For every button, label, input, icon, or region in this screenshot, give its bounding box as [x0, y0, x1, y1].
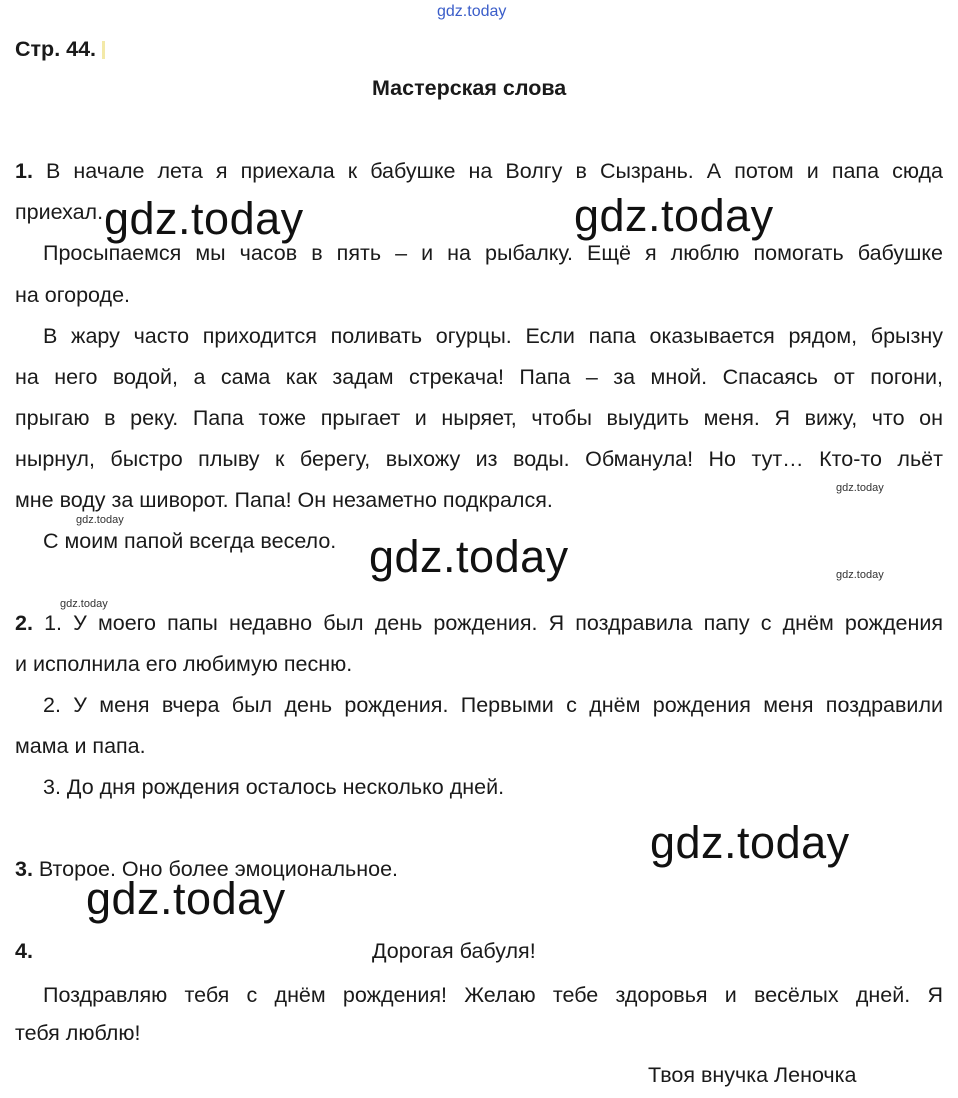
task1-line-3: Просыпаемся мы часов в пять – и на рыбалку. Ещё я люблю помогать бабушке — [43, 241, 943, 265]
highlight-mark — [102, 41, 105, 59]
task1-line-7: прыгаю в реку. Папа тоже прыгает и ныряет, чтобы выудить меня. Я вижу, что он — [15, 406, 943, 430]
task3-number: 3. — [15, 857, 33, 881]
watermark-small-2: gdz.today — [76, 514, 124, 526]
watermark-small-3: gdz.today — [836, 569, 884, 581]
task4-line-1: Поздравляю тебя с днём рождения! Желаю тебе здоровья и весёлых дней. Я — [43, 983, 943, 1007]
task2-line-1 — [15, 610, 943, 636]
task1-number: 1. — [15, 159, 33, 183]
task1-line-1 — [15, 158, 943, 184]
task1-text-1: В начале лета я приехала к бабушке на Волгу в Сызрань. А потом и папа сюда — [46, 159, 943, 183]
task4-number: 4. — [15, 939, 33, 963]
task1-line-10: С моим папой всегда весело. — [43, 529, 337, 553]
task2-number: 2. — [15, 611, 33, 635]
page-reference: Стр. 44. — [15, 36, 105, 62]
task2-line-2: и исполнила его любимую песню. — [15, 652, 353, 676]
task2-line-3: 2. У меня вчера был день рождения. Первыми с днём рождения меня поздравили — [43, 693, 943, 717]
task4-signature: Твоя внучка Леночка — [648, 1063, 857, 1087]
task2-text-1: 1. У моего папы недавно был день рождения. Я поздравила папу с днём рождения — [44, 611, 943, 635]
task4-line-2: тебя люблю! — [15, 1021, 141, 1045]
task1-line-5: В жару часто приходится поливать огурцы. Если папа оказывается рядом, брызну — [43, 324, 943, 348]
task1-line-9: мне воду за шиворот. Папа! Он незаметно подкрался. — [15, 488, 553, 512]
task1-line-6: на него водой, а сама как задам стрекача! Папа – за мной. Спасаясь от погони, — [15, 365, 943, 389]
watermark-large-5: gdz.today — [86, 873, 286, 924]
page-title: Мастерская слова — [372, 76, 567, 100]
watermark-small-4: gdz.today — [60, 598, 108, 610]
task1-line-2: приехал. — [15, 200, 104, 224]
task3-text: Второе. Оно более эмоциональное. — [38, 857, 399, 881]
watermark-large-2: gdz.today — [574, 190, 774, 241]
task2-line-5: 3. До дня рождения осталось несколько дней. — [43, 775, 505, 799]
watermark-large-3: gdz.today — [369, 531, 569, 582]
task1-line-4: на огороде. — [15, 283, 131, 307]
watermark-small-1: gdz.today — [836, 482, 884, 494]
watermark-large-1: gdz.today — [104, 193, 304, 244]
watermark-large-4: gdz.today — [650, 817, 850, 868]
task1-line-8: нырнул, быстро плыву к берегу, выхожу из воды. Обманула! Но тут… Кто-то льёт — [15, 447, 943, 471]
watermark-top: gdz.today — [437, 3, 507, 20]
task2-line-4: мама и папа. — [15, 734, 146, 758]
task4-greeting: Дорогая бабуля! — [372, 939, 536, 963]
